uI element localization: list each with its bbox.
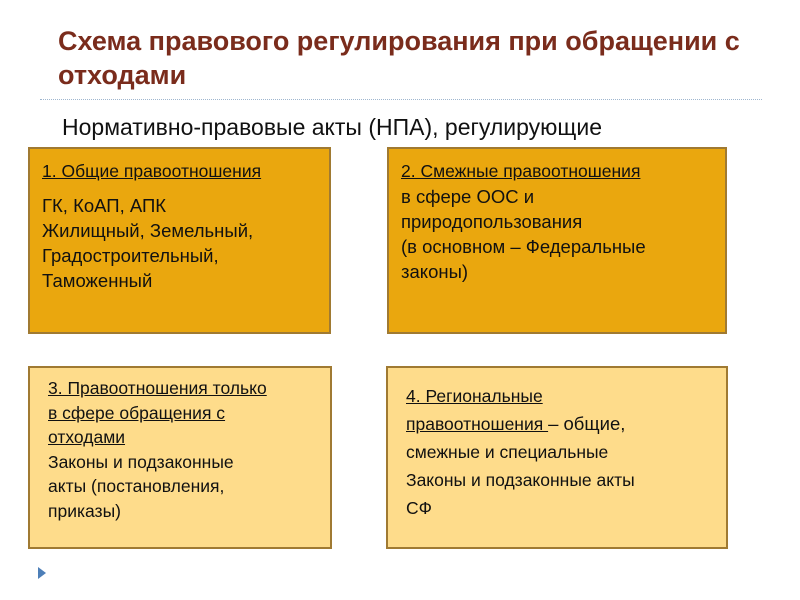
box3-heading-line: отходами (48, 427, 126, 447)
title-divider (40, 99, 762, 100)
box1-line: Жилищный, Земельный, (42, 220, 254, 241)
slide-title: Схема правового регулирования при обращении с отходами (58, 26, 740, 90)
box-general-relations (28, 147, 331, 334)
box1-line: Градостроительный, (42, 245, 219, 266)
box3-line: Законы и подзаконные (48, 451, 234, 472)
box3-line: приказы) (48, 500, 121, 521)
box2-heading: 2. Смежные правоотношения (401, 161, 641, 181)
box4-heading-line: правоотношения (406, 414, 549, 434)
box-regional-relations (386, 366, 728, 549)
box3-heading-line: в сфере обращения с (48, 402, 226, 423)
box2-line: (в основном – Федеральные (401, 236, 646, 257)
box1-heading: 1. Общие правоотношения (42, 161, 262, 181)
slide-subtitle: Нормативно-правовые акты (НПА), регулирующие (62, 114, 602, 140)
box1-line: ГК, КоАП, АПК (42, 195, 167, 216)
box4-heading-line: 4. Региональные (406, 386, 543, 406)
box-related-relations (387, 147, 727, 334)
box2-line: природопользования (401, 211, 583, 232)
box1-line: Таможенный (42, 270, 153, 291)
box4-line: Законы и подзаконные акты (406, 470, 635, 490)
box4-heading-tail: – общие, (548, 413, 626, 434)
box2-line: законы) (401, 261, 469, 282)
play-arrow-icon[interactable] (38, 567, 46, 579)
box4-line: смежные и специальные (406, 442, 609, 462)
box4-line: СФ (406, 498, 432, 518)
box3-line: акты (постановления, (48, 476, 225, 496)
box3-heading-line: 3. Правоотношения только (48, 378, 267, 398)
box2-line: в сфере ООС и (401, 186, 535, 207)
box-waste-relations (28, 366, 332, 549)
